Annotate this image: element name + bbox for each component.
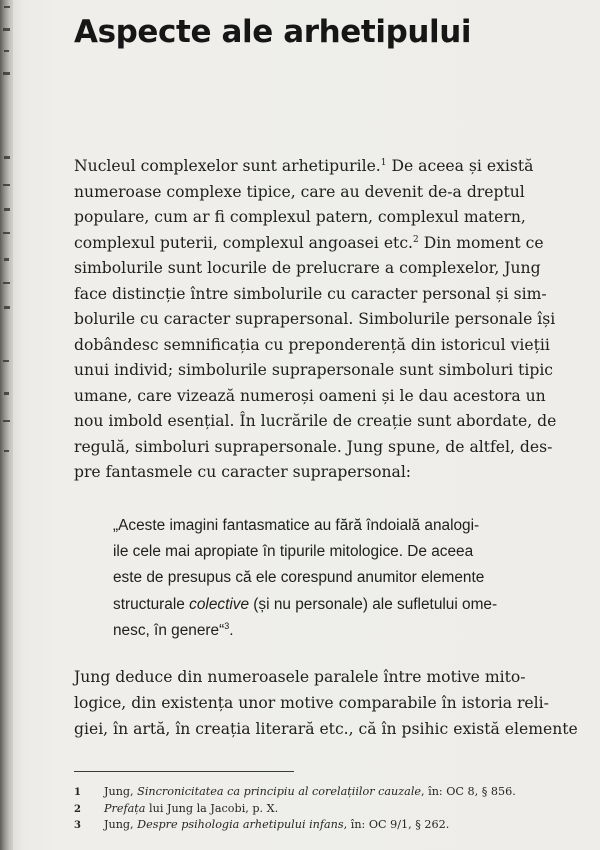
section-title: Aspecte ale arhetipului: [74, 14, 472, 50]
footnote-item: [74, 784, 554, 801]
quote-line: ile cele mai apropiate în tipurile mitologice. De aceea: [113, 543, 474, 561]
footnote-italic-title: Sincronicitatea ca principiu al corelațiilor cauzale: [137, 785, 422, 798]
footnote-ref-1: 1: [380, 158, 387, 168]
quote-line: „Aceste imagini fantasmatice au fără îndoială analogi-: [113, 517, 480, 534]
footnote-text: lui Jung la Jacobi, p. X.: [145, 801, 279, 815]
text-line: nou imbold esențial. În lucrările de creație sunt abordate, de: [74, 412, 557, 430]
previous-page-edge: [0, 0, 13, 850]
quote-text: (și nu personale) ale sufletului ome-: [249, 595, 498, 613]
quote-text: structurale: [113, 595, 190, 613]
quote-text: nesc, în genere“: [113, 621, 225, 639]
text-line: umane, care vizează numeroși oameni și le dau acestora un: [74, 386, 546, 405]
text-line: unui individ; simbolurile suprapersonale sunt simboluri tipic: [74, 361, 554, 379]
text-segment: complexul puterii, complexul angoasei etc.: [74, 233, 414, 252]
footnote-italic-title: Prefața: [104, 801, 146, 815]
text-line: pre fantasmele cu caracter suprapersonal:: [74, 463, 412, 481]
footnote-number: 1: [74, 787, 81, 798]
text-segment: Nucleul complexelor sunt arhetipurile.: [74, 157, 381, 175]
block-quote: [113, 513, 503, 644]
footnote-ref-2: 2: [413, 234, 419, 245]
text-line: bolurile cu caracter suprapersonal. Simbolurile personale își: [74, 310, 556, 328]
footnotes: [74, 784, 554, 834]
text-line: face distincție între simbolurile cu caracter personal și sim-: [74, 284, 547, 303]
text-line: logice, din existența unor motive comparabile în istoria reli-: [74, 694, 549, 712]
body-paragraph-2: [74, 664, 578, 742]
text-line: giei, în artă, în creația literară etc., că în psihic există elemente: [74, 720, 578, 738]
text-line: populare, cum ar fi complexul patern, complexul matern,: [74, 208, 526, 226]
text-segment: Din moment ce: [418, 233, 544, 252]
text-line: Jung deduce din numeroasele paralele între motive mito-: [74, 668, 526, 686]
text-line: [74, 154, 572, 180]
footnote-text: , în: OC 8, § 856.: [421, 785, 516, 798]
footnote-number: 2: [74, 803, 81, 815]
quote-line: este de presupus că ele corespund anumitor elemente: [113, 569, 485, 587]
text-line: dobândesc semnificația cu preponderență din istoricul vieții: [74, 335, 550, 354]
footnote-italic-title: Despre psihologia arhetipului infans: [137, 818, 344, 831]
page-edge-marks: [1, 0, 12, 850]
text-line: [74, 231, 572, 257]
footnote-ref-3: 3: [224, 620, 230, 631]
text-line: numeroase complexe tipice, care au devenit de-a dreptul: [74, 182, 525, 201]
quote-line: [113, 618, 503, 644]
text-line: simbolurile sunt locurile de prelucrare a complexelor, Jung: [74, 259, 541, 277]
footnote-text: Jung,: [104, 818, 138, 831]
footnote-item: [74, 817, 554, 834]
footnote-number: 3: [74, 820, 81, 831]
footnote-text: , în: OC 9/1, § 262.: [343, 818, 450, 831]
footnote-divider: [74, 771, 294, 772]
text-line: regulă, simboluri suprapersonale. Jung spune, de altfel, des-: [74, 437, 553, 456]
body-paragraph-1: [74, 154, 572, 486]
footnote-text: Jung,: [104, 785, 138, 798]
text-segment: De aceea și există: [386, 157, 534, 175]
quote-text: .: [229, 621, 234, 639]
footnote-item: [74, 801, 554, 818]
quote-italic-text: colective: [189, 595, 250, 613]
quote-line: [113, 592, 503, 618]
